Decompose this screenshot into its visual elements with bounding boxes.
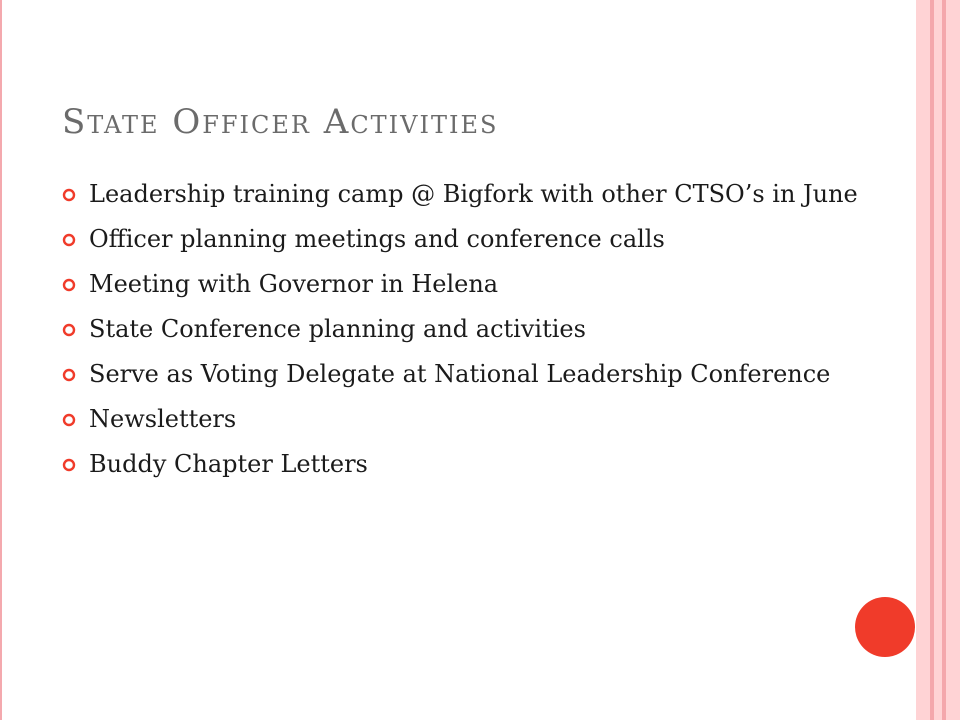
left-border-line [0, 0, 2, 720]
bullet-text: Meeting with Governor in Helena [89, 270, 499, 298]
bullet-item [62, 403, 862, 436]
right-stripe [916, 0, 930, 720]
circle-bullet-icon [62, 233, 76, 247]
bullet-text: State Conference planning and activities [89, 315, 586, 343]
circle-bullet-icon [62, 458, 76, 472]
accent-circle [855, 597, 915, 657]
bullet-item [62, 358, 862, 391]
circle-bullet-icon [62, 413, 76, 427]
circle-bullet-icon [62, 188, 76, 202]
circle-bullet-icon [62, 278, 76, 292]
circle-bullet-icon [62, 323, 76, 337]
bullet-item [62, 448, 862, 481]
bullet-text: Newsletters [89, 405, 237, 433]
right-stripe [946, 0, 960, 720]
bullet-item [62, 178, 862, 211]
circle-bullet-icon [62, 368, 76, 382]
bullet-item [62, 313, 862, 346]
right-stripe [934, 0, 942, 720]
bullet-item [62, 268, 862, 301]
bullet-text: Leadership training camp @ Bigfork with other CTSO’s in June [89, 180, 858, 208]
bullet-text: Officer planning meetings and conference calls [89, 225, 665, 253]
bullet-text: Buddy Chapter Letters [89, 450, 368, 478]
bullet-list [62, 178, 862, 493]
bullet-text: Serve as Voting Delegate at National Leadership Conference [89, 360, 831, 388]
slide-title: State Officer Activities [62, 102, 499, 142]
bullet-item [62, 223, 862, 256]
